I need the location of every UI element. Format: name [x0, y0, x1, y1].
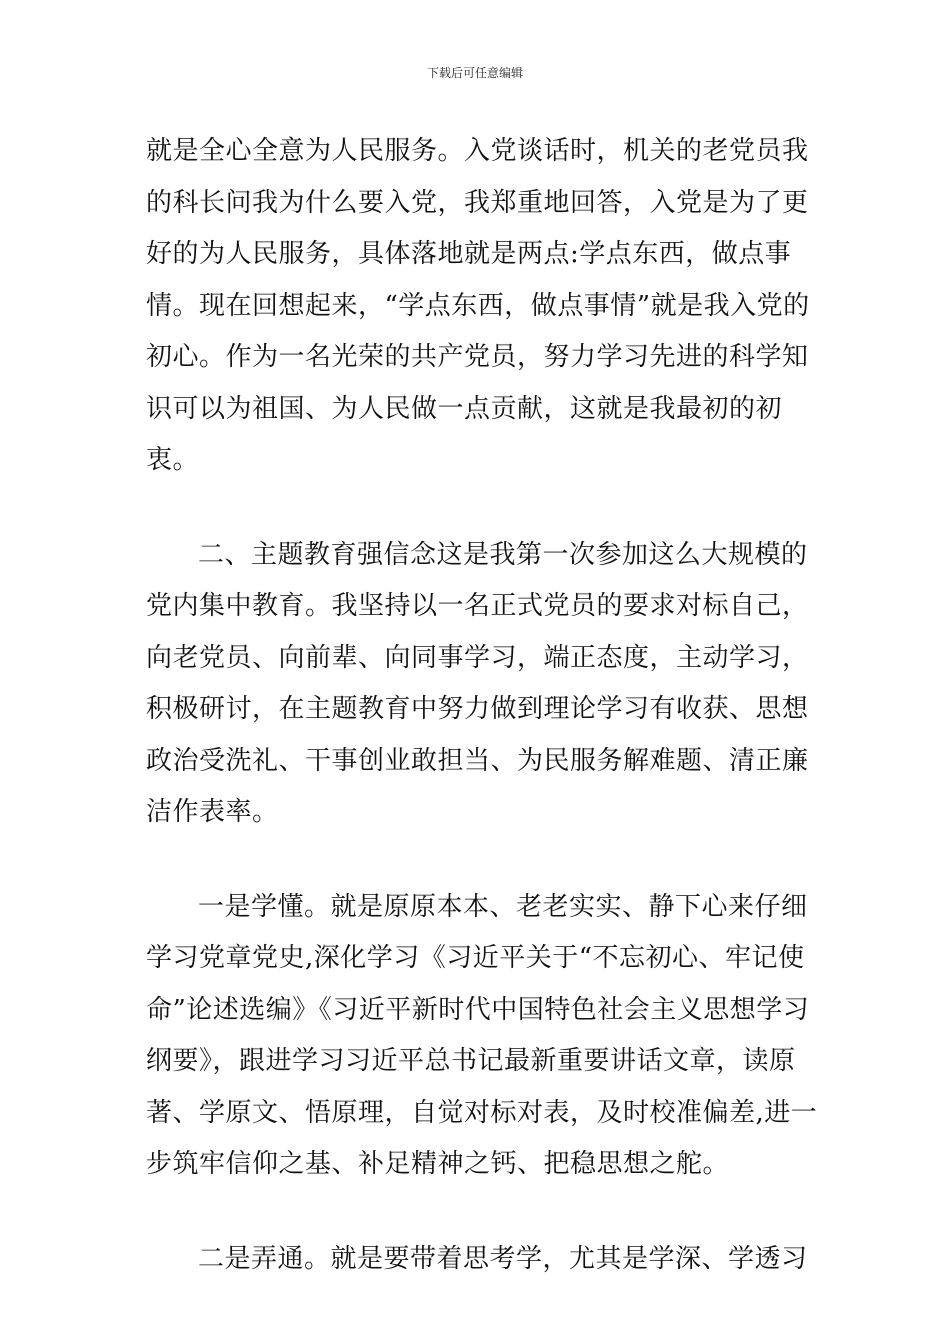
paragraph-learn-understand: 一是学懂。就是原原本本、老老实实、静下心来仔细学习党章党史,深化学习《习近平关于“不忘初心、牢记使命”论述选编》《习近平新时代中国特色社会主义思想学习纲要》，跟进学习习近平总书记最新重要讲话文章，读原著、学原文、悟原理，自觉对标对表，及时校准偏差,进一步筑牢信仰之基、补足精神之钙、把稳思想之舵。 [146, 891, 818, 1179]
paragraph-theme-education: 二、主题教育强信念这是我第一次参加这么大规模的党内集中教育。我坚持以一名正式党员的要求对标自己，向老党员、向前辈、向同事学习，端正态度，主动学习，积极研讨，在主题教育中努力做到理论学习有收获、思想政治受洗礼、干事创业敢担当、为民服务解难题、清正廉洁作表率。 [146, 539, 809, 827]
document-body [146, 126, 818, 1285]
paragraph-intro-continued: 就是全心全意为人民服务。入党谈话时，机关的老党员我的科长问我为什么要入党，我郑重地回答，入党是为了更好的为人民服务，具体落地就是两点:学点东西，做点事情。现在回想起来，“学点东西，做点事情”就是我入党的初心。作为一名光荣的共产党员，努力学习先进的科学知识可以为祖国、为人民做一点贡献，这就是我最初的初衷。 [146, 136, 810, 475]
page-header-note: 下载后可任意编辑 [426, 66, 523, 80]
paragraph-master-thoroughly: 二是弄通。就是要带着思考学，尤其是学深、学透习 [198, 1243, 808, 1274]
